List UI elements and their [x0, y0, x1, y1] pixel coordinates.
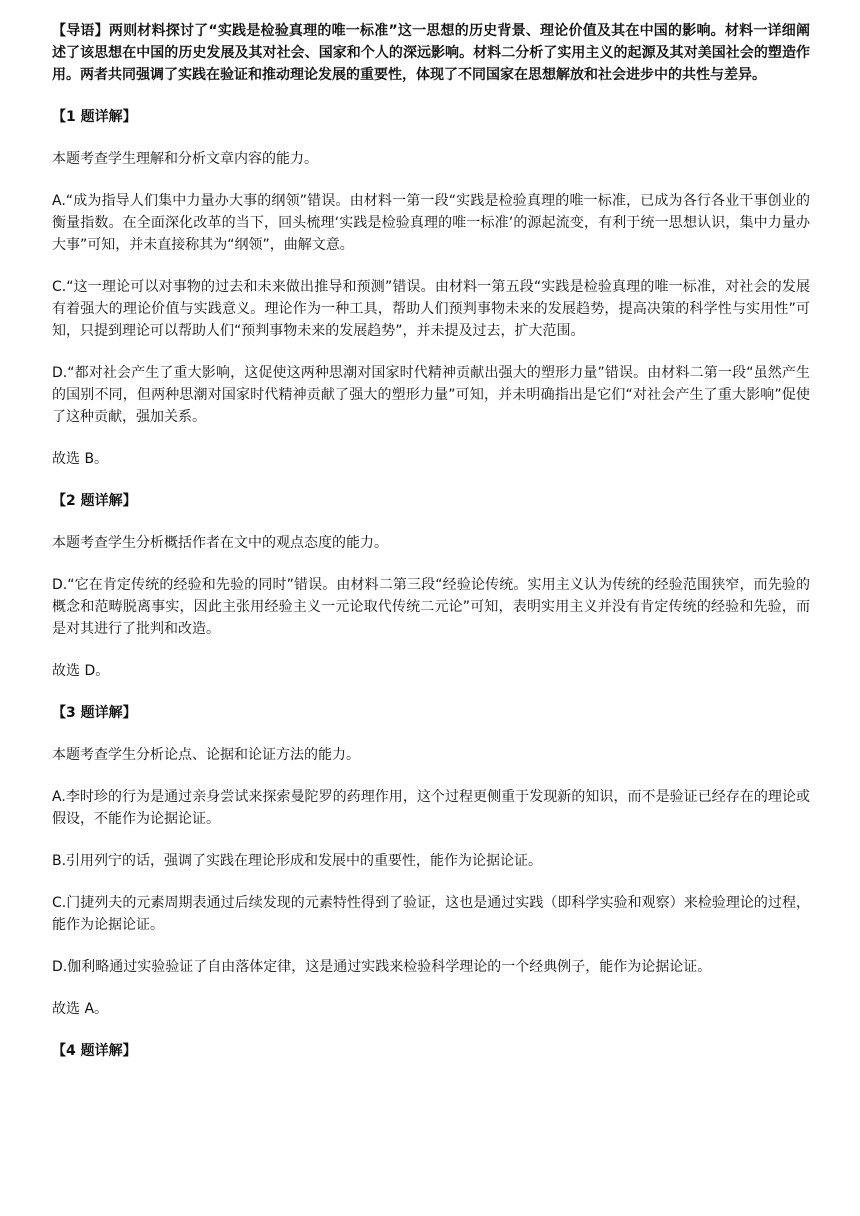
- section-2-heading: 【2 题详解】: [52, 493, 137, 509]
- section-1-heading: 【1 题详解】: [52, 109, 137, 125]
- section-1-option-d: D.“都对社会产生了重大影响，这促使这两种思潮对国家时代精神贡献出强大的塑形力量”错误。由材料二第一段“虽然产生的国别不同，但两种思潮对国家时代精神贡献了强大的塑形力量”可知，并未明确指出是它们“对社会产生了重大影响”促使了这种贡献，强加关系。: [52, 365, 810, 425]
- section-3-heading: 【3 题详解】: [52, 705, 137, 721]
- section-2-option-d: D.“它在肯定传统的经验和先验的同时”错误。由材料二第三段“经验论传统。实用主义认为传统的经验范围狭窄，而先验的概念和范畴脱离事实，因此主张用经验主义一元论取代传统二元论”可知，表明实用主义并没有肯定传统的经验和先验，而是对其进行了批判和改造。: [52, 577, 810, 637]
- section-2-answer: 故选 D。: [52, 663, 110, 679]
- section-2-stem: 本题考查学生分析概括作者在文中的观点态度的能力。: [52, 535, 388, 551]
- section-1-answer: 故选 B。: [52, 451, 109, 467]
- intro-paragraph: 【导语】两则材料探讨了“实践是检验真理的唯一标准”这一思想的历史背景、理论价值及其在中国的影响。材料一详细阐述了该思想在中国的历史发展及其对社会、国家和个人的深远影响。材料二分析了实用主义的起源及其对美国社会的塑造作用。两者共同强调了实践在验证和推动理论发展的重要性，体现了不同国家在思想解放和社会进步中的共性与差异。: [52, 23, 810, 83]
- section-3-option-d: D.伽利略通过实验验证了自由落体定律，这是通过实践来检验科学理论的一个经典例子，能作为论据论证。: [52, 959, 712, 975]
- section-1-option-c: C.“这一理论可以对事物的过去和未来做出推导和预测”错误。由材料一第五段“实践是检验真理的唯一标准，对社会的发展有着强大的理论价值与实践意义。理论作为一种工具，帮助人们预判事物未来的发展趋势，提高决策的科学性与实用性”可知，只提到理论可以帮助人们“预判事物未来的发展趋势”，并未提及过去，扩大范围。: [52, 279, 810, 339]
- section-1-stem: 本题考查学生理解和分析文章内容的能力。: [52, 151, 318, 167]
- section-3-stem: 本题考查学生分析论点、论据和论证方法的能力。: [52, 747, 360, 763]
- document-page: [52, 20, 810, 1062]
- section-4-heading: 【4 题详解】: [52, 1043, 137, 1059]
- section-3-option-a: A.李时珍的行为是通过亲身尝试来探索曼陀罗的药理作用，这个过程更侧重于发现新的知识，而不是验证已经存在的理论或假设，不能作为论据论证。: [52, 789, 810, 827]
- section-1-option-a: A.“成为指导人们集中力量办大事的纲领”错误。由材料一第一段“实践是检验真理的唯一标准，已成为各行各业干事创业的衡量指数。在全面深化改革的当下，回头梳理‘实践是检验真理的唯一标准’的源起流变，有利于统一思想认识，集中力量办大事”可知，并未直接称其为“纲领”，曲解文意。: [52, 193, 810, 253]
- section-3-option-c: C.门捷列夫的元素周期表通过后续发现的元素特性得到了验证，这也是通过实践（即科学实验和观察）来检验理论的过程，能作为论据论证。: [52, 895, 810, 933]
- section-3-answer: 故选 A。: [52, 1001, 109, 1017]
- section-3-option-b: B.引用列宁的话，强调了实践在理论形成和发展中的重要性，能作为论据论证。: [52, 853, 543, 869]
